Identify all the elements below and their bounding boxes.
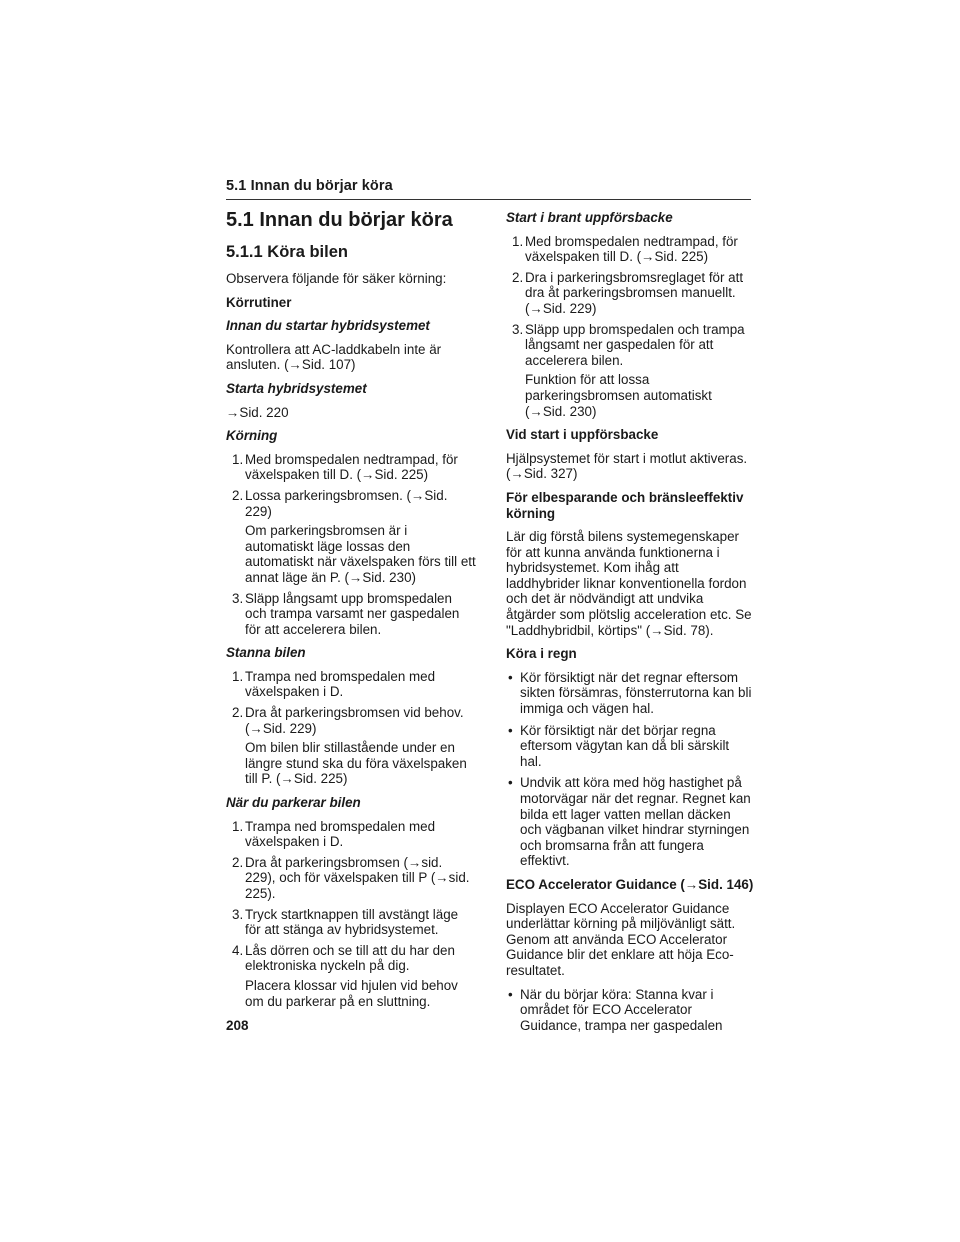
step-number: 1. (232, 818, 244, 834)
step-number: 1. (232, 668, 244, 684)
step-item (226, 819, 476, 850)
step-item (226, 452, 476, 483)
step-number: 1. (232, 451, 244, 467)
header-rule (226, 199, 751, 200)
bullet-dot-icon: • (508, 722, 513, 738)
step-number: 3. (232, 906, 244, 922)
running-header (226, 178, 751, 200)
step-item (226, 855, 476, 902)
step-text: Trampa ned bromspedalen med växelspaken i D. (245, 818, 436, 850)
step-number: 4. (232, 942, 244, 958)
bullet-item (506, 723, 754, 770)
parkerar-steps (226, 819, 476, 1010)
korrutiner-heading: Körrutiner (226, 294, 292, 310)
bullet-text: Kör försiktigt när det regnar eftersom sikten försämras, fönsterrutorna kan bli immiga och vägen hal. (520, 669, 752, 717)
step-text: Släpp upp bromspedalen och trampa långsamt ner gaspedalen för att accelerera bilen. (525, 321, 745, 368)
subsection-title: 5.1.1 Köra bilen (226, 243, 348, 261)
parkerar-heading: När du parkerar bilen (226, 795, 361, 811)
bullet-item (506, 987, 754, 1034)
bullet-text: Undvik att köra med hög hastighet på motorvägar när det regnar. Regnet kan bilda ett lager vatten mellan däcken och vägbanan vilket hindrar styrningen och bromsarna från att fungera effektivt. (520, 775, 751, 869)
header-title: 5.1 Innan du börjar köra (226, 178, 393, 194)
step-item (506, 322, 754, 420)
step-item (506, 234, 754, 265)
intro-text: Observera följande för säker körning: (226, 271, 447, 286)
bullet-item (506, 775, 754, 869)
page-number: 208 (226, 1018, 249, 1033)
starta-text: →Sid. 220 (226, 404, 289, 420)
step-note: Placera klossar vid hjulen vid behov om du parkerar på en sluttning. (245, 977, 458, 1009)
step-text: Tryck startknappen till avstängt läge för att stänga av hybridsystemet. (245, 906, 459, 938)
step-note: Om bilen blir stillastående under en längre stund ska du föra växelspaken till P. (→Sid. 225) (245, 740, 467, 787)
bullet-dot-icon: • (508, 986, 513, 1002)
bullet-item (506, 670, 754, 717)
bullet-text: Kör försiktigt när det börjar regna eftersom vägytan kan då bli särskilt hal. (520, 722, 730, 769)
step-item (226, 591, 476, 638)
starta-heading: Starta hybridsystemet (226, 380, 367, 396)
elbesparande-text: Lär dig förstå bilens systemegenskaper för att kunna använda funktionerna i hybridsystemet. Kom ihåg att laddhybrider liknar konventionella fordon och det är nödvändigt att undvika åtgärder som plötslig acceleration etc. Se "Laddhybridbil, körtips" (→Sid. 78). (506, 529, 752, 638)
step-text: Lossa parkeringsbromsen. (→Sid. 229) (245, 487, 448, 519)
regn-bullets (506, 670, 754, 869)
stanna-heading: Stanna bilen (226, 645, 306, 661)
step-text: Dra åt parkeringsbromsen vid behov. (→Sid. 229) (245, 705, 464, 736)
bullet-dot-icon: • (508, 775, 513, 791)
step-number: 3. (512, 321, 524, 337)
section-title: 5.1 Innan du börjar köra (226, 209, 453, 231)
eco-heading: ECO Accelerator Guidance (→Sid. 146) (506, 876, 754, 892)
step-text: Trampa ned bromspedalen med växelspaken i D. (245, 668, 436, 700)
step-number: 2. (232, 705, 244, 721)
step-note: Funktion för att lossa parkeringsbromsen automatiskt (→Sid. 230) (525, 372, 712, 419)
step-item (226, 705, 476, 787)
left-column (226, 208, 476, 1017)
step-number: 2. (232, 854, 244, 870)
step-text: Med bromspedalen nedtrampad, för växelspaken till D. (→Sid. 225) (525, 233, 738, 265)
innan-heading: Innan du startar hybridsystemet (226, 318, 430, 334)
step-text: Lås dörren och se till att du har den elektroniska nyckeln på dig. (245, 942, 455, 974)
step-number: 1. (512, 233, 524, 249)
brant-steps (506, 234, 754, 420)
right-column (506, 210, 754, 1041)
step-item (226, 943, 476, 1009)
step-item (226, 907, 476, 938)
step-number: 2. (232, 487, 244, 503)
step-number: 2. (512, 269, 524, 285)
bullet-dot-icon: • (508, 669, 513, 685)
step-text: Med bromspedalen nedtrampad, för växelspaken till D. (→Sid. 225) (245, 451, 458, 483)
step-item (226, 488, 476, 586)
eco-bullets (506, 987, 754, 1034)
innan-text: Kontrollera att AC-laddkabeln inte är ansluten. (→Sid. 107) (226, 341, 442, 373)
bullet-text: När du börjar köra: Stanna kvar i området för ECO Accelerator Guidance, trampa ner gaspedalen (520, 986, 723, 1033)
stanna-steps (226, 669, 476, 787)
step-note: Om parkeringsbromsen är i automatiskt läge lossas den automatiskt när växelspaken förs till ett annat läge än P. (→Sid. 230) (245, 523, 476, 585)
step-text: Dra åt parkeringsbromsen (→sid. 229), och för växelspaken till P (→sid. 225). (245, 854, 470, 901)
regn-heading: Köra i regn (506, 646, 577, 662)
vid-start-heading: Vid start i uppförsbacke (506, 427, 659, 443)
brant-heading: Start i brant uppförsbacke (506, 210, 673, 225)
step-item (506, 270, 754, 317)
step-text: Släpp långsamt upp bromspedalen och trampa varsamt ner gaspedalen för att accelerera bilen. (245, 590, 460, 637)
vid-start-text: Hjälpsystemet för start i motlut aktiveras. (→Sid. 327) (506, 450, 748, 482)
step-number: 3. (232, 590, 244, 606)
eco-text: Displayen ECO Accelerator Guidance underlättar körning på miljövänligt sätt. Genom att använda ECO Accelerator Guidance blir det enklare att höja Eco-resultatet. (506, 900, 736, 978)
korning-heading: Körning (226, 428, 278, 444)
step-text: Dra i parkeringsbromsreglaget för att dra åt parkeringsbromsen manuellt. (→Sid. 229) (525, 269, 744, 316)
korning-steps (226, 452, 476, 638)
step-item (226, 669, 476, 700)
elbesparande-heading: För elbesparande och bränsleeffektiv körning (506, 489, 744, 521)
